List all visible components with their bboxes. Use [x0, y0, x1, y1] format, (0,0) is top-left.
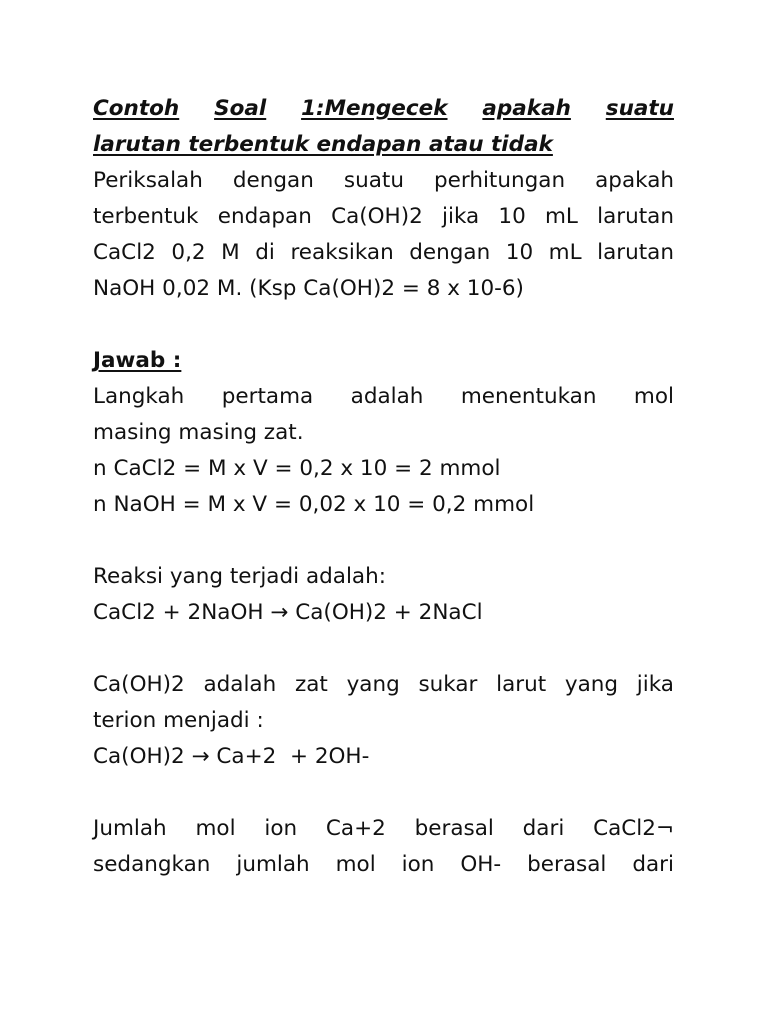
- reaction-intro: Reaksi yang terjadi adalah:: [93, 564, 386, 589]
- mol-word: CaCl2¬: [593, 816, 674, 841]
- mol-word: dari: [522, 816, 565, 841]
- problem-word: 10: [505, 240, 534, 265]
- ion-word: yang: [564, 672, 619, 697]
- problem-word: dengan: [232, 168, 314, 193]
- problem-word: dengan: [409, 240, 491, 265]
- mol-word: sedangkan: [93, 852, 211, 877]
- problem-word: endapan: [217, 204, 312, 229]
- step1-word: pertama: [221, 384, 314, 409]
- problem-word: mL: [548, 240, 582, 265]
- mol-line-1: [93, 811, 674, 847]
- ion-word: yang: [346, 672, 400, 697]
- problem-word: reaksikan: [290, 240, 394, 265]
- problem-word: perhitungan: [434, 168, 566, 193]
- ion-word: sukar: [418, 672, 478, 697]
- mol-word: OH-: [460, 852, 502, 877]
- ion-word: larut: [496, 672, 547, 697]
- problem-line-2: [93, 199, 674, 235]
- ionization-equation: Ca(OH)2 → Ca+2 + 2OH-: [93, 744, 370, 769]
- title-word: 1:Mengecek: [301, 96, 448, 121]
- step1-word: Langkah: [93, 384, 185, 409]
- mol-word: mol: [335, 852, 376, 877]
- mol-word: berasal: [527, 852, 607, 877]
- mol-word: berasal: [414, 816, 494, 841]
- problem-word: jika: [442, 204, 480, 229]
- problem-word: M: [221, 240, 240, 265]
- reaction-equation: CaCl2 + 2NaOH → Ca(OH)2 + 2NaCl: [93, 600, 483, 625]
- calc-naoh: n NaOH = M x V = 0,02 x 10 = 0,2 mmol: [93, 492, 535, 517]
- mol-line-2: [93, 847, 674, 883]
- example-title-line-1: [93, 91, 674, 127]
- blank-line: [93, 307, 674, 343]
- problem-word: 10: [498, 204, 526, 229]
- step1-word: adalah: [350, 384, 424, 409]
- mol-word: Jumlah: [93, 816, 167, 841]
- blank-line: [93, 523, 674, 559]
- ion-word: jika: [636, 672, 674, 697]
- problem-word: suatu: [343, 168, 404, 193]
- problem-word: terbentuk: [93, 204, 199, 229]
- ion-word: zat: [294, 672, 328, 697]
- ion-line-1: [93, 667, 674, 703]
- problem-word: CaCl2: [93, 240, 156, 265]
- problem-word: Ca(OH)2: [331, 204, 423, 229]
- title-word: Soal: [214, 96, 267, 121]
- title-word: apakah: [482, 96, 571, 121]
- document-body: [93, 91, 674, 883]
- example-title-line-2: larutan terbentuk endapan atau tidak: [93, 132, 553, 157]
- problem-line-4: NaOH 0,02 M. (Ksp Ca(OH)2 = 8 x 10-6): [93, 276, 524, 301]
- problem-line-1: [93, 163, 674, 199]
- problem-word: 0,2: [171, 240, 206, 265]
- problem-word: larutan: [597, 204, 674, 229]
- calc-cacl2: n CaCl2 = M x V = 0,2 x 10 = 2 mmol: [93, 456, 501, 481]
- blank-line: [93, 631, 674, 667]
- step1-line-2: masing masing zat.: [93, 420, 304, 445]
- problem-word: Periksalah: [93, 168, 203, 193]
- problem-word: larutan: [597, 240, 674, 265]
- mol-word: Ca+2: [325, 816, 386, 841]
- ion-word: Ca(OH)2: [93, 672, 185, 697]
- ion-line-2: terion menjadi :: [93, 708, 264, 733]
- problem-word: mL: [544, 204, 578, 229]
- step1-word: menentukan: [460, 384, 597, 409]
- mol-word: jumlah: [236, 852, 310, 877]
- mol-word: ion: [264, 816, 298, 841]
- problem-word: di: [255, 240, 275, 265]
- blank-line: [93, 775, 674, 811]
- ion-word: adalah: [203, 672, 277, 697]
- title-word: Contoh: [93, 96, 180, 121]
- title-word: suatu: [605, 96, 674, 121]
- step1-word: mol: [633, 384, 674, 409]
- problem-word: apakah: [595, 168, 674, 193]
- step1-line-1: [93, 379, 674, 415]
- problem-line-3: [93, 235, 674, 271]
- answer-heading: Jawab :: [93, 348, 182, 373]
- mol-word: mol: [195, 816, 236, 841]
- mol-word: dari: [632, 852, 674, 877]
- mol-word: ion: [401, 852, 435, 877]
- answer-heading-line: [93, 343, 674, 379]
